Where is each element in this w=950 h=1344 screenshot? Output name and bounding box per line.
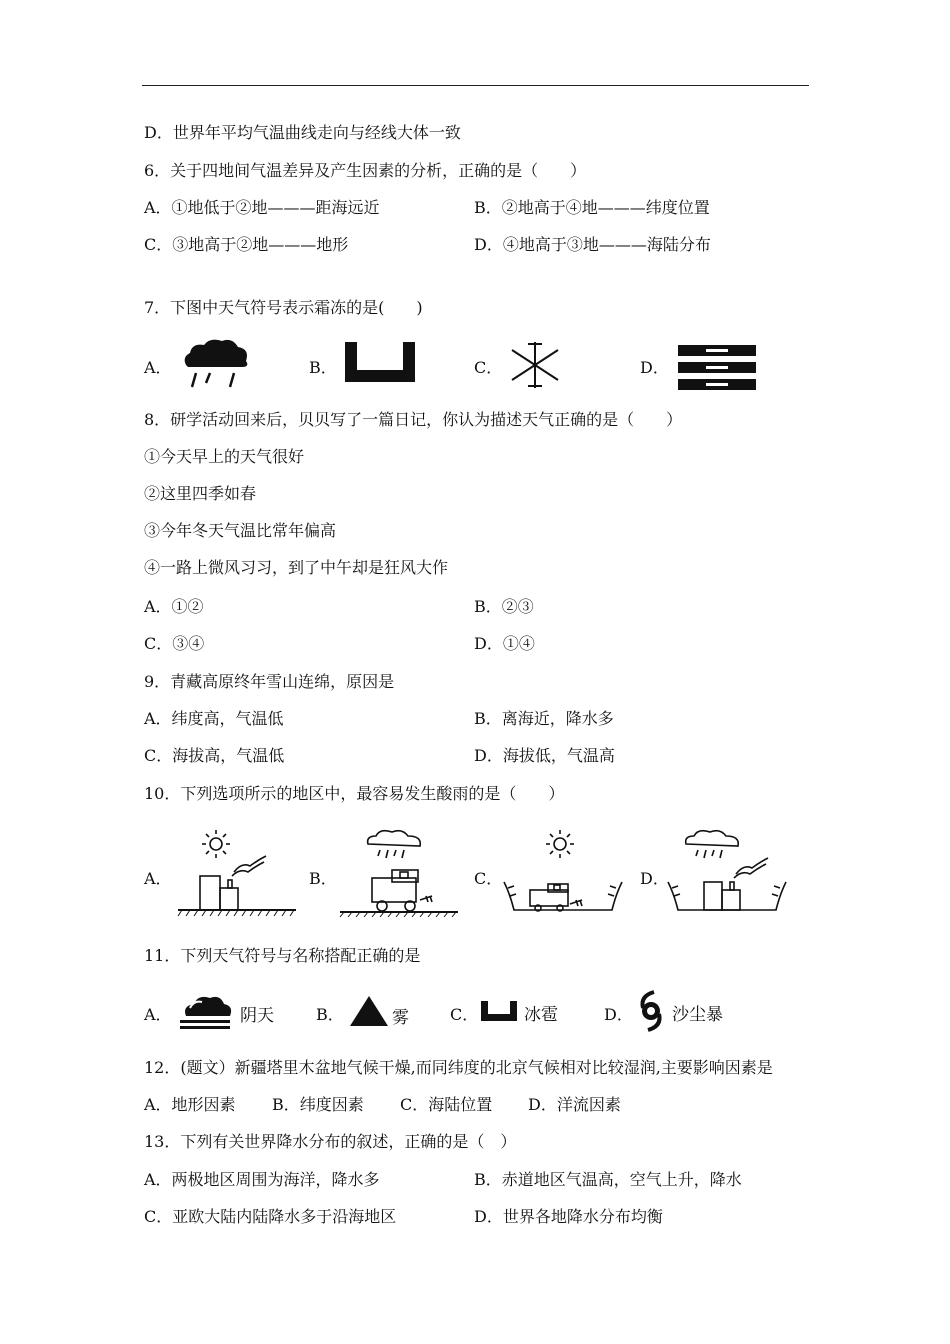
q12-option-b: B．纬度因素	[272, 1095, 364, 1114]
q9-stem: 9．青藏高原终年雪山连绵，原因是	[144, 672, 395, 691]
frost-symbol-icon	[506, 340, 564, 390]
q10-label-a: A．	[144, 869, 172, 888]
q13-option-b: B．赤道地区气温高，空气上升，降水	[474, 1170, 742, 1189]
q6-option-a: A．①地低于②地———距海远近	[144, 198, 380, 217]
q11-label-c: C．	[450, 1005, 479, 1024]
q8-statement-3: ③今年冬天气温比常年偏高	[144, 521, 337, 540]
q9-option-d: D．海拔低，气温高	[474, 746, 615, 765]
q13-option-d: D．世界各地降水分布均衡	[474, 1207, 663, 1226]
sunny-truck-valley-icon	[500, 826, 626, 918]
rainy-factory-valley-icon	[664, 826, 790, 918]
q11-label-a: A．	[144, 1005, 172, 1024]
q8-statement-2: ②这里四季如春	[144, 484, 257, 503]
q11-name-a: 阴天	[240, 1006, 274, 1026]
q6-option-d: D．④地高于③地———海陆分布	[474, 235, 711, 254]
q8-option-c: C．③④	[144, 634, 205, 653]
q12-option-a: A．地形因素	[144, 1095, 236, 1114]
q7-stem: 7．下图中天气符号表示霜冻的是( )	[144, 298, 423, 317]
fog-symbol-icon	[678, 343, 756, 391]
hail-symbol-icon	[480, 1000, 518, 1022]
q12-option-c: C．海陆位置	[400, 1095, 493, 1114]
q5-option-d: D．世界年平均气温曲线走向与经线大体一致	[144, 123, 461, 142]
q10-label-d: D．	[640, 869, 669, 888]
q11-label-b: B．	[316, 1005, 344, 1024]
q11-name-d: 沙尘暴	[672, 1005, 723, 1025]
overcast-symbol-icon	[176, 990, 234, 1032]
q13-option-a: A．两极地区周围为海洋，降水多	[144, 1170, 380, 1189]
q7-label-a: A．	[144, 358, 172, 377]
q6-option-c: C．③地高于②地———地形	[144, 235, 349, 254]
q6-option-b: B．②地高于④地———纬度位置	[474, 198, 710, 217]
q7-label-c: C．	[474, 358, 503, 377]
q9-option-c: C．海拔高，气温低	[144, 746, 285, 765]
sandstorm-symbol-icon	[636, 988, 666, 1034]
q13-option-c: C．亚欧大陆内陆降水多于沿海地区	[144, 1207, 397, 1226]
q9-option-b: B．离海近，降水多	[474, 709, 614, 728]
q8-statement-4: ④一路上微风习习，到了中午却是狂风大作	[144, 558, 449, 577]
q11-name-c: 冰雹	[524, 1005, 558, 1025]
q13-stem: 13．下列有关世界降水分布的叙述，正确的是（ ）	[144, 1132, 517, 1151]
q11-stem: 11．下列天气符号与名称搭配正确的是	[144, 946, 421, 965]
q10-label-c: C．	[474, 869, 503, 888]
rain-cloud-icon	[180, 335, 252, 393]
q8-option-a: A．①②	[144, 597, 204, 616]
q9-option-a: A．纬度高，气温低	[144, 709, 284, 728]
q6-stem: 6．关于四地间气温差异及产生因素的分析，正确的是（ ）	[144, 161, 587, 180]
q8-option-b: B．②③	[474, 597, 534, 616]
q8-statement-1: ①今天早上的天气很好	[144, 447, 305, 466]
q7-label-d: D．	[640, 358, 669, 377]
fog-triangle-symbol-icon	[348, 994, 390, 1028]
q8-option-d: D．①④	[474, 634, 535, 653]
q10-stem: 10．下列选项所示的地区中，最容易发生酸雨的是（ ）	[144, 784, 565, 803]
hail-symbol-icon	[343, 340, 417, 384]
q12-option-d: D．洋流因素	[528, 1095, 621, 1114]
q7-label-b: B．	[309, 358, 337, 377]
header-rule	[142, 85, 809, 86]
q11-label-d: D．	[604, 1005, 633, 1024]
q12-stem: 12．(题文）新疆塔里木盆地气候干燥,而同纬度的北京气候相对比较湿润,主要影响因素是	[144, 1058, 773, 1077]
rainy-truck-plain-icon	[338, 826, 462, 918]
q8-stem: 8．研学活动回来后，贝贝写了一篇日记，你认为描述天气正确的是（ ）	[144, 410, 683, 429]
q11-name-b: 雾	[392, 1008, 409, 1028]
sunny-factory-plain-icon	[174, 826, 298, 918]
q10-label-b: B．	[309, 869, 337, 888]
